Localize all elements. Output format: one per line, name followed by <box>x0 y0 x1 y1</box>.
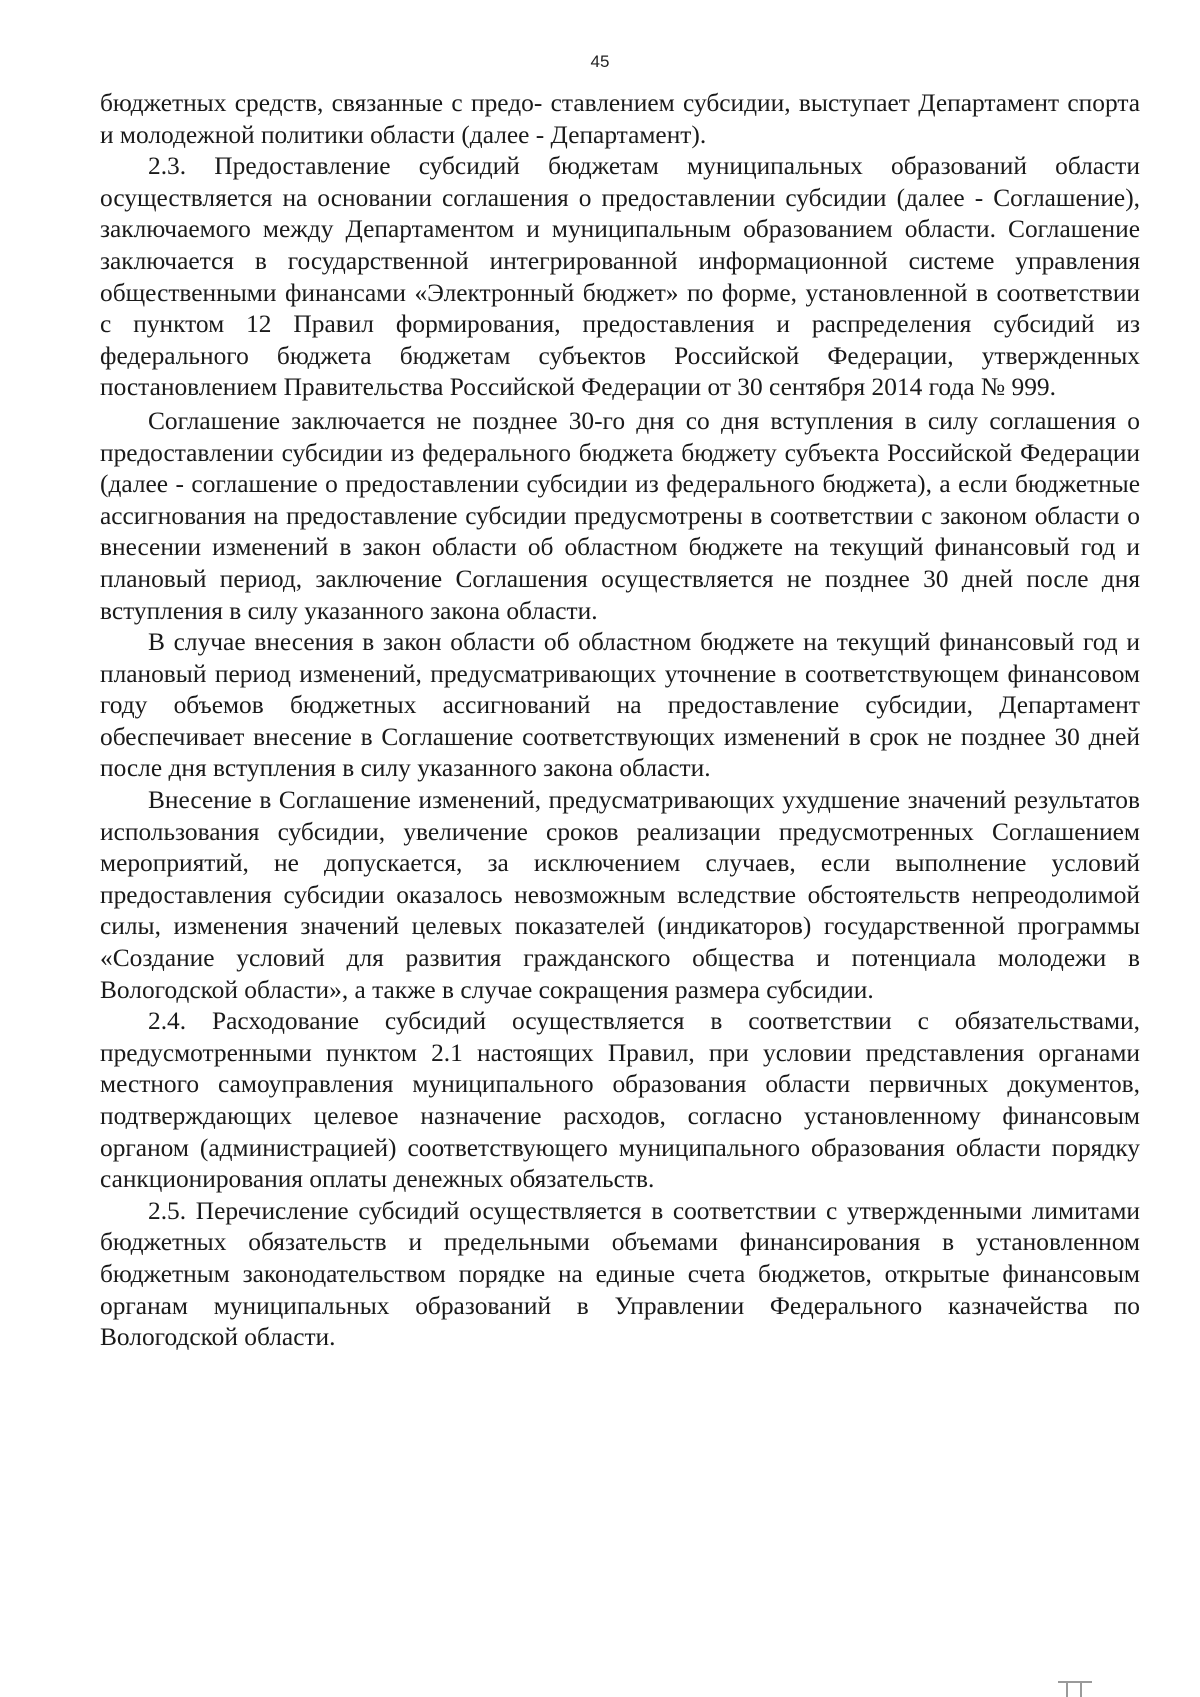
paragraph-budget-changes: В случае внесения в закон области об областном бюджете на текущий финансовый год и плановый период изменений, предусматривающих уточнение в соответствующем финансовом году объемов бюджетных ассигнований на предоставление субсидии, Департамент обеспечивает внесение в Соглашение соответствующих изменений в срок не позднее 30 дней после дня вступления в силу указанного закона области. <box>100 628 1140 783</box>
paragraph-agreement-deadline: Соглашение заключается не позднее 30-го дня со дня вступления в силу соглашения о предоставлении субсидии из федерального бюджета бюджету субъекта Российской Федерации (далее - соглашение о предоставлении субсидии из федерального бюджета), а если бюджетные ассигнования на предоставление субсидии предусмотрены в соответствии с законом области о внесении изменений в закон области об областном бюджете на текущий финансовый год и плановый период, заключение Соглашения осуществляется не позднее 30 дней после дня вступления в силу указанного закона области. <box>100 406 1140 625</box>
paragraph-agreement-amendments: Внесение в Соглашение изменений, предусматривающих ухудшение значений результатов использования субсидии, увеличение сроков реализации предусмотренных Соглашением мероприятий, не допускается, за исключением случаев, если выполнение условий предоставления субсидии оказалось невозможным вследствие обстоятельств непреодолимой силы, изменения значений целевых показателей (индикаторов) государственной программы «Создание условий для развития гражданского общества и потенциала молодежи в Вологодской области», а также в случае сокращения размера субсидии. <box>100 786 1140 1004</box>
paragraph-continuation: бюджетных средств, связанные с предо- ставлением субсидии, выступает Департамент спорта и молодежной политики области (далее - Департамент). <box>100 89 1140 149</box>
paragraph-2-5: 2.5. Перечисление субсидий осуществляется в соответствии с утвержденными лимитами бюджетных обязательств и предельными объемами финансирования в установленном бюджетным законодательством порядке на единые счета бюджетов, открытые финансовым органам муниципальных образований в Управлении Федерального казначейства по Вологодской области. <box>100 1196 1140 1352</box>
paragraph-2-4: 2.4. Расходование субсидий осуществляется в соответствии с обязательствами, предусмотренными пунктом 2.1 настоящих Правил, при условии представления органами местного самоуправления муниципального образования области первичных документов, подтверждающих целевое назначение расходов, согласно установленному финансовым органом (администрацией) соответствующего муниципального образования области порядку санкционирования оплаты денежных обязательств. <box>100 1007 1140 1194</box>
scan-corner-mark <box>1058 1681 1092 1697</box>
document-body <box>100 88 1140 1354</box>
page-number: 45 <box>590 52 610 71</box>
paragraph-2-3: 2.3. Предоставление субсидий бюджетам муниципальных образований области осуществляется на основании соглашения о предоставлении субсидии (далее - Соглашение), заключаемого между Департаментом и муниципальным образованием области. Соглашение заключается в государственной интегрированной информационной системе управления общественными финансами «Электронный бюджет» по форме, установленной в соответствии с пунктом 12 Правил формирования, предоставления и распределения субсидий из федерального бюджета бюджетам субъектов Российской Федерации, утвержденных постановлением Правительства Российской Федерации от 30 сентября 2014 года № 999. <box>100 152 1140 402</box>
